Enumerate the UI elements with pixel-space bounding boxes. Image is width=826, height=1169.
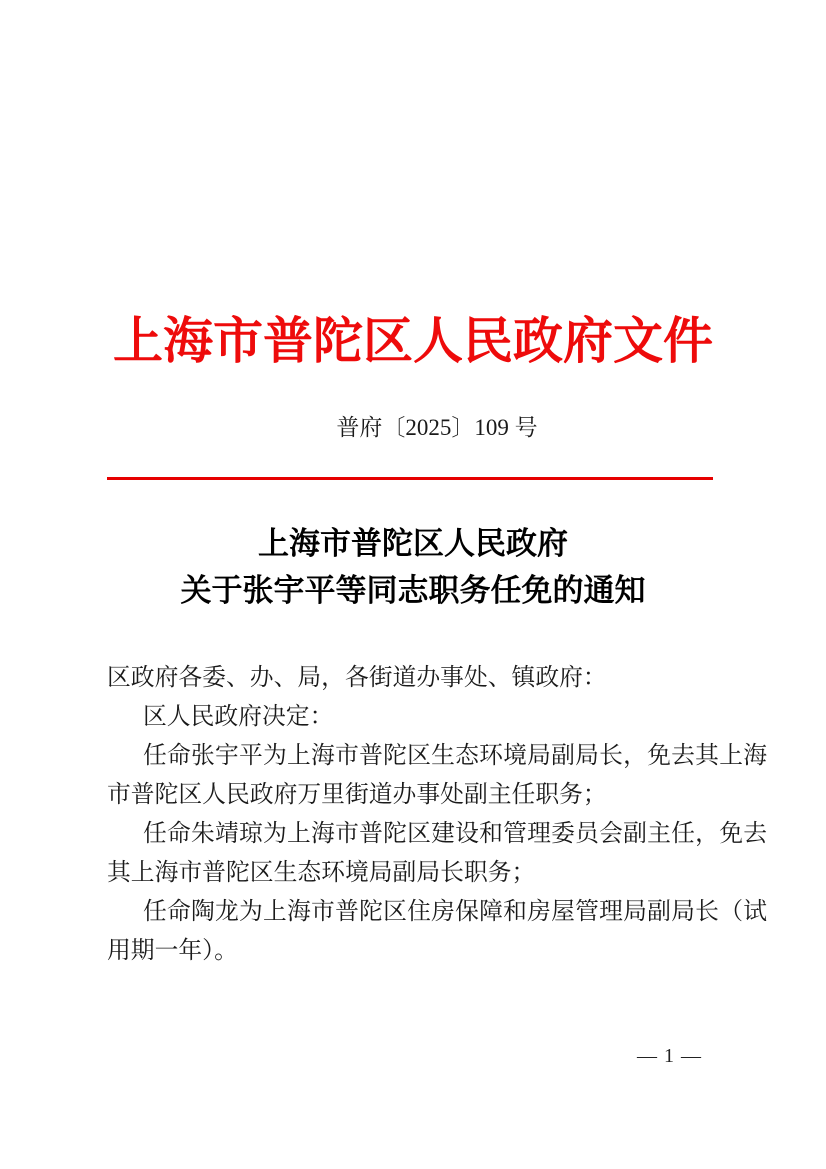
document-title: [0, 520, 826, 614]
body-paragraph: 任命张宇平为上海市普陀区生态环境局副局长，免去其上海市普陀区人民政府万里街道办事处副主任职务；: [107, 743, 767, 808]
body-paragraph: 任命朱靖琼为上海市普陀区建设和管理委员会副主任，免去其上海市普陀区生态环境局副局长职务；: [107, 821, 767, 886]
salutation: 区政府各委、办、局，各街道办事处、镇政府：: [107, 665, 607, 691]
document-body: [107, 659, 767, 971]
body-paragraph: 区人民政府决定：: [143, 704, 334, 730]
body-paragraph: 任命陶龙为上海市普陀区住房保障和房屋管理局副局长（试用期一年）。: [107, 899, 767, 964]
page-number: — 1 —: [637, 1045, 702, 1067]
letterhead-title: 上海市普陀区人民政府文件: [113, 313, 713, 369]
document-number: 普府〔2025〕109 号: [336, 415, 538, 440]
document-title-line1: 上海市普陀区人民政府: [258, 526, 568, 561]
red-separator-rule: [107, 477, 713, 480]
document-title-line2: 关于张宇平等同志职务任免的通知: [180, 573, 646, 608]
